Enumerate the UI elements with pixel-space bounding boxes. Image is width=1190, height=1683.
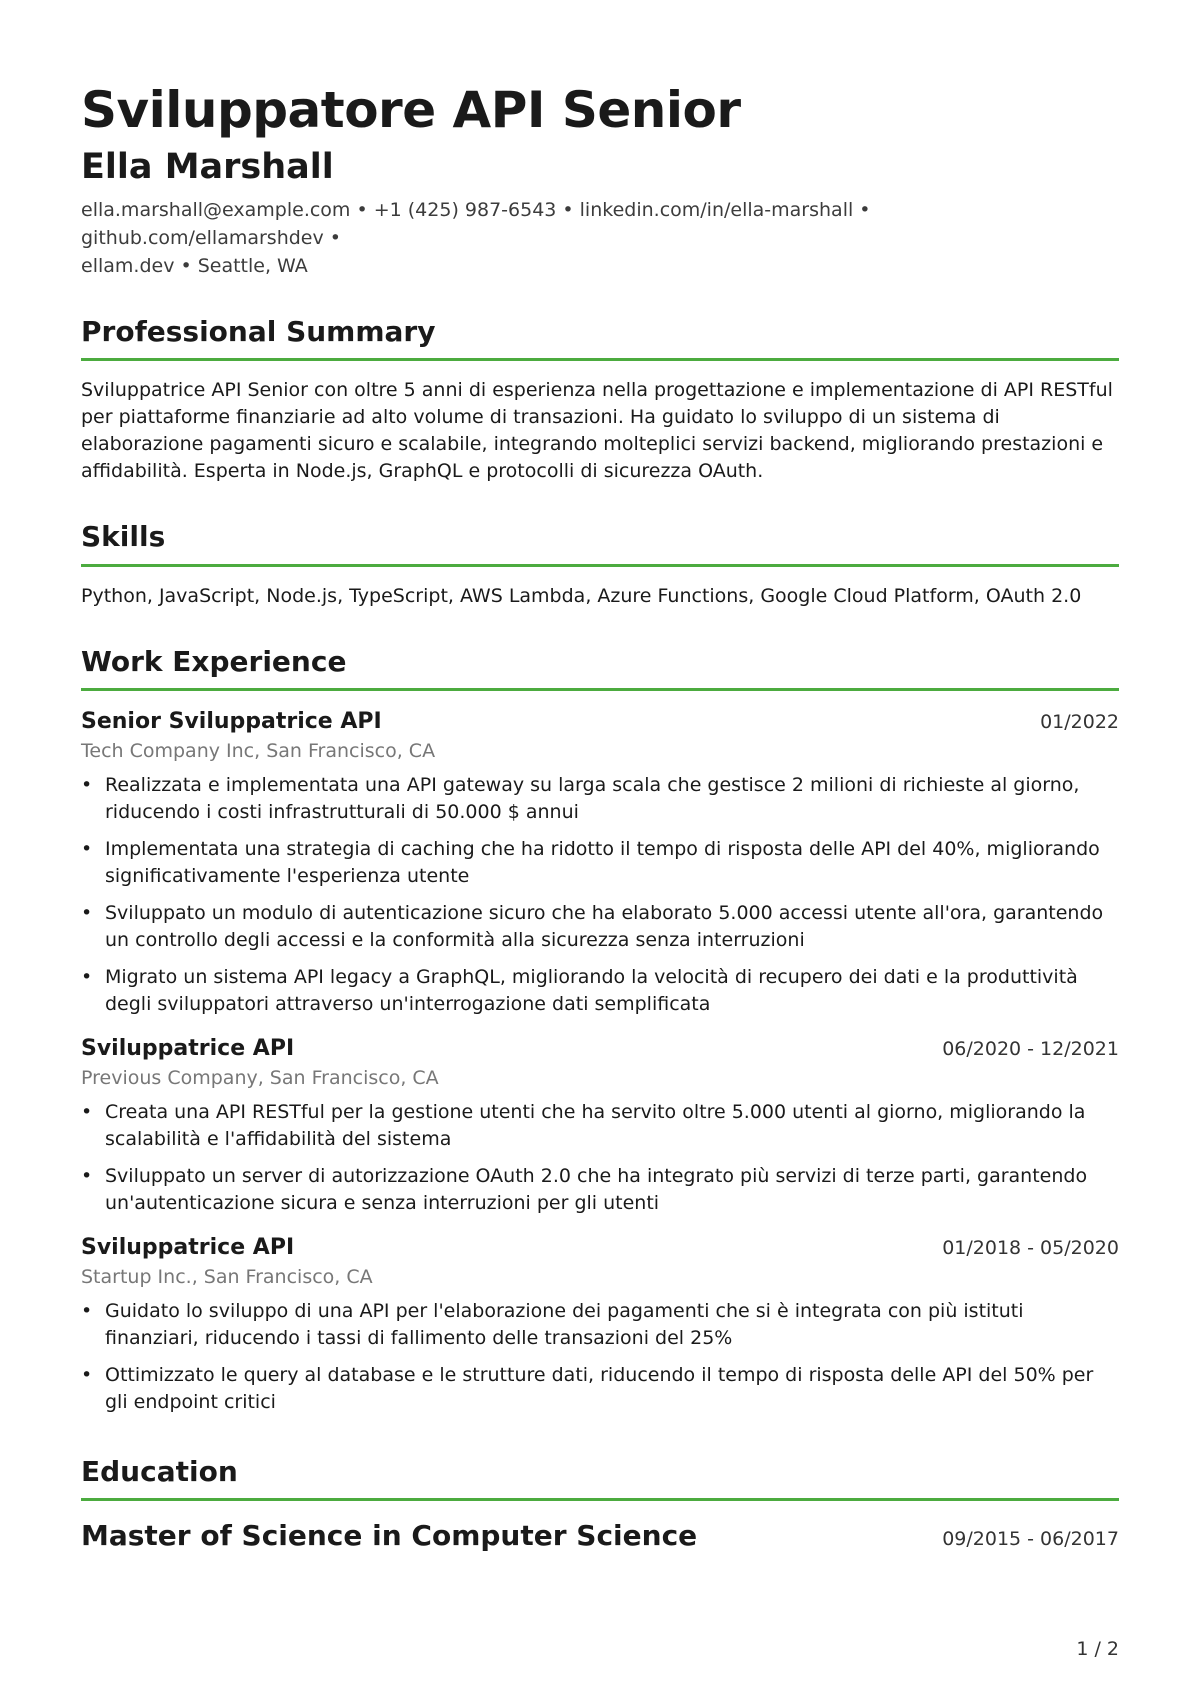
summary-text: Sviluppatrice API Senior con oltre 5 anni di esperienza nella progettazione e implementazione di API RESTful per piattaforme finanziarie ad alto volume di transazioni. Ha guidato lo sviluppo di un sistema di elaborazione pagamenti sicuro e scalabile, integrando molteplici servizi backend, migliorando prestazioni e affidabilità. Esperta in Node.js, GraphQL e protocolli di sicurezza OAuth. — [81, 379, 1113, 483]
summary-heading: Professional Summary — [81, 314, 1119, 361]
education-section — [81, 1454, 1119, 1552]
education-date: 09/2015 - 06/2017 — [942, 1528, 1119, 1551]
job-bullets — [81, 772, 1119, 1018]
summary-section — [81, 314, 1119, 485]
job-bullet: • Sviluppato un modulo di autenticazione sicuro che ha elaborato 5.000 accessi utente all'ora, garantendo un controllo degli accessi e la conformità alla sicurezza senza interruzioni — [105, 900, 1119, 954]
resume-title: Sviluppatore API Senior — [81, 81, 741, 139]
job-header — [81, 1235, 1119, 1260]
skills-text: Python, JavaScript, Node.js, TypeScript, AWS Lambda, Azure Functions, Google Cloud Platform, OAuth 2.0 — [81, 584, 1082, 607]
page-number: 1 / 2 — [1076, 1638, 1119, 1660]
job-bullets — [81, 1298, 1119, 1416]
job-bullet: • Ottimizzato le query al database e le strutture dati, riducendo il tempo di risposta delle API del 50% per gli endpoint critici — [105, 1362, 1119, 1416]
skills-heading: Skills — [81, 519, 1119, 566]
job-entry — [81, 1036, 1119, 1217]
job-bullet: • Implementata una strategia di caching che ha ridotto il tempo di risposta delle API del 40%, migliorando significativamente l'esperienza utente — [105, 836, 1119, 890]
job-date: 01/2022 — [1040, 710, 1119, 733]
job-header — [81, 1036, 1119, 1061]
job-company: Tech Company Inc, San Francisco, CA — [81, 739, 436, 762]
skills-section — [81, 519, 1119, 609]
education-heading: Education — [81, 1454, 1119, 1501]
contact-line-1: ella.marshall@example.com • +1 (425) 987-6543 • linkedin.com/in/ella-marshall • github.com/ellamarshdev • — [81, 198, 871, 249]
job-entry — [81, 1235, 1119, 1416]
job-date: 01/2018 - 05/2020 — [942, 1236, 1119, 1259]
education-entry — [81, 1519, 1119, 1552]
job-title: Sviluppatrice API — [81, 1035, 295, 1061]
job-date: 06/2020 - 12/2021 — [942, 1037, 1119, 1060]
job-header — [81, 709, 1119, 734]
experience-section — [81, 644, 1119, 1416]
job-title: Sviluppatrice API — [81, 1234, 295, 1260]
contact-info — [81, 196, 1119, 280]
job-entry — [81, 709, 1119, 1018]
job-bullet: • Creata una API RESTful per la gestione utenti che ha servito oltre 5.000 utenti al giorno, migliorando la scalabilità e l'affidabilità del sistema — [105, 1099, 1119, 1153]
job-bullet: • Guidato lo sviluppo di una API per l'elaborazione dei pagamenti che si è integrata con più istituti finanziari, riducendo i tassi di fallimento delle transazioni del 25% — [105, 1298, 1119, 1352]
experience-heading: Work Experience — [81, 644, 1119, 691]
job-bullet: • Realizzata e implementata una API gateway su larga scala che gestisce 2 milioni di richieste al giorno, riducendo i costi infrastrutturali di 50.000 $ annui — [105, 772, 1119, 826]
candidate-name: Ella Marshall — [81, 147, 334, 187]
resume-content — [81, 80, 1119, 1552]
education-degree: Master of Science in Computer Science — [81, 1519, 698, 1553]
job-bullet: • Migrato un sistema API legacy a GraphQL, migliorando la velocità di recupero dei dati e la produttività degli sviluppatori attraverso un'interrogazione dati semplificata — [105, 964, 1119, 1018]
contact-line-2: ellam.dev • Seattle, WA — [81, 254, 308, 277]
job-company: Startup Inc., San Francisco, CA — [81, 1265, 373, 1288]
job-bullet: • Sviluppato un server di autorizzazione OAuth 2.0 che ha integrato più servizi di terze parti, garantendo un'autenticazione sicura e senza interruzioni per gli utenti — [105, 1163, 1119, 1217]
job-company: Previous Company, San Francisco, CA — [81, 1066, 439, 1089]
job-title: Senior Sviluppatrice API — [81, 708, 382, 734]
job-bullets — [81, 1099, 1119, 1217]
